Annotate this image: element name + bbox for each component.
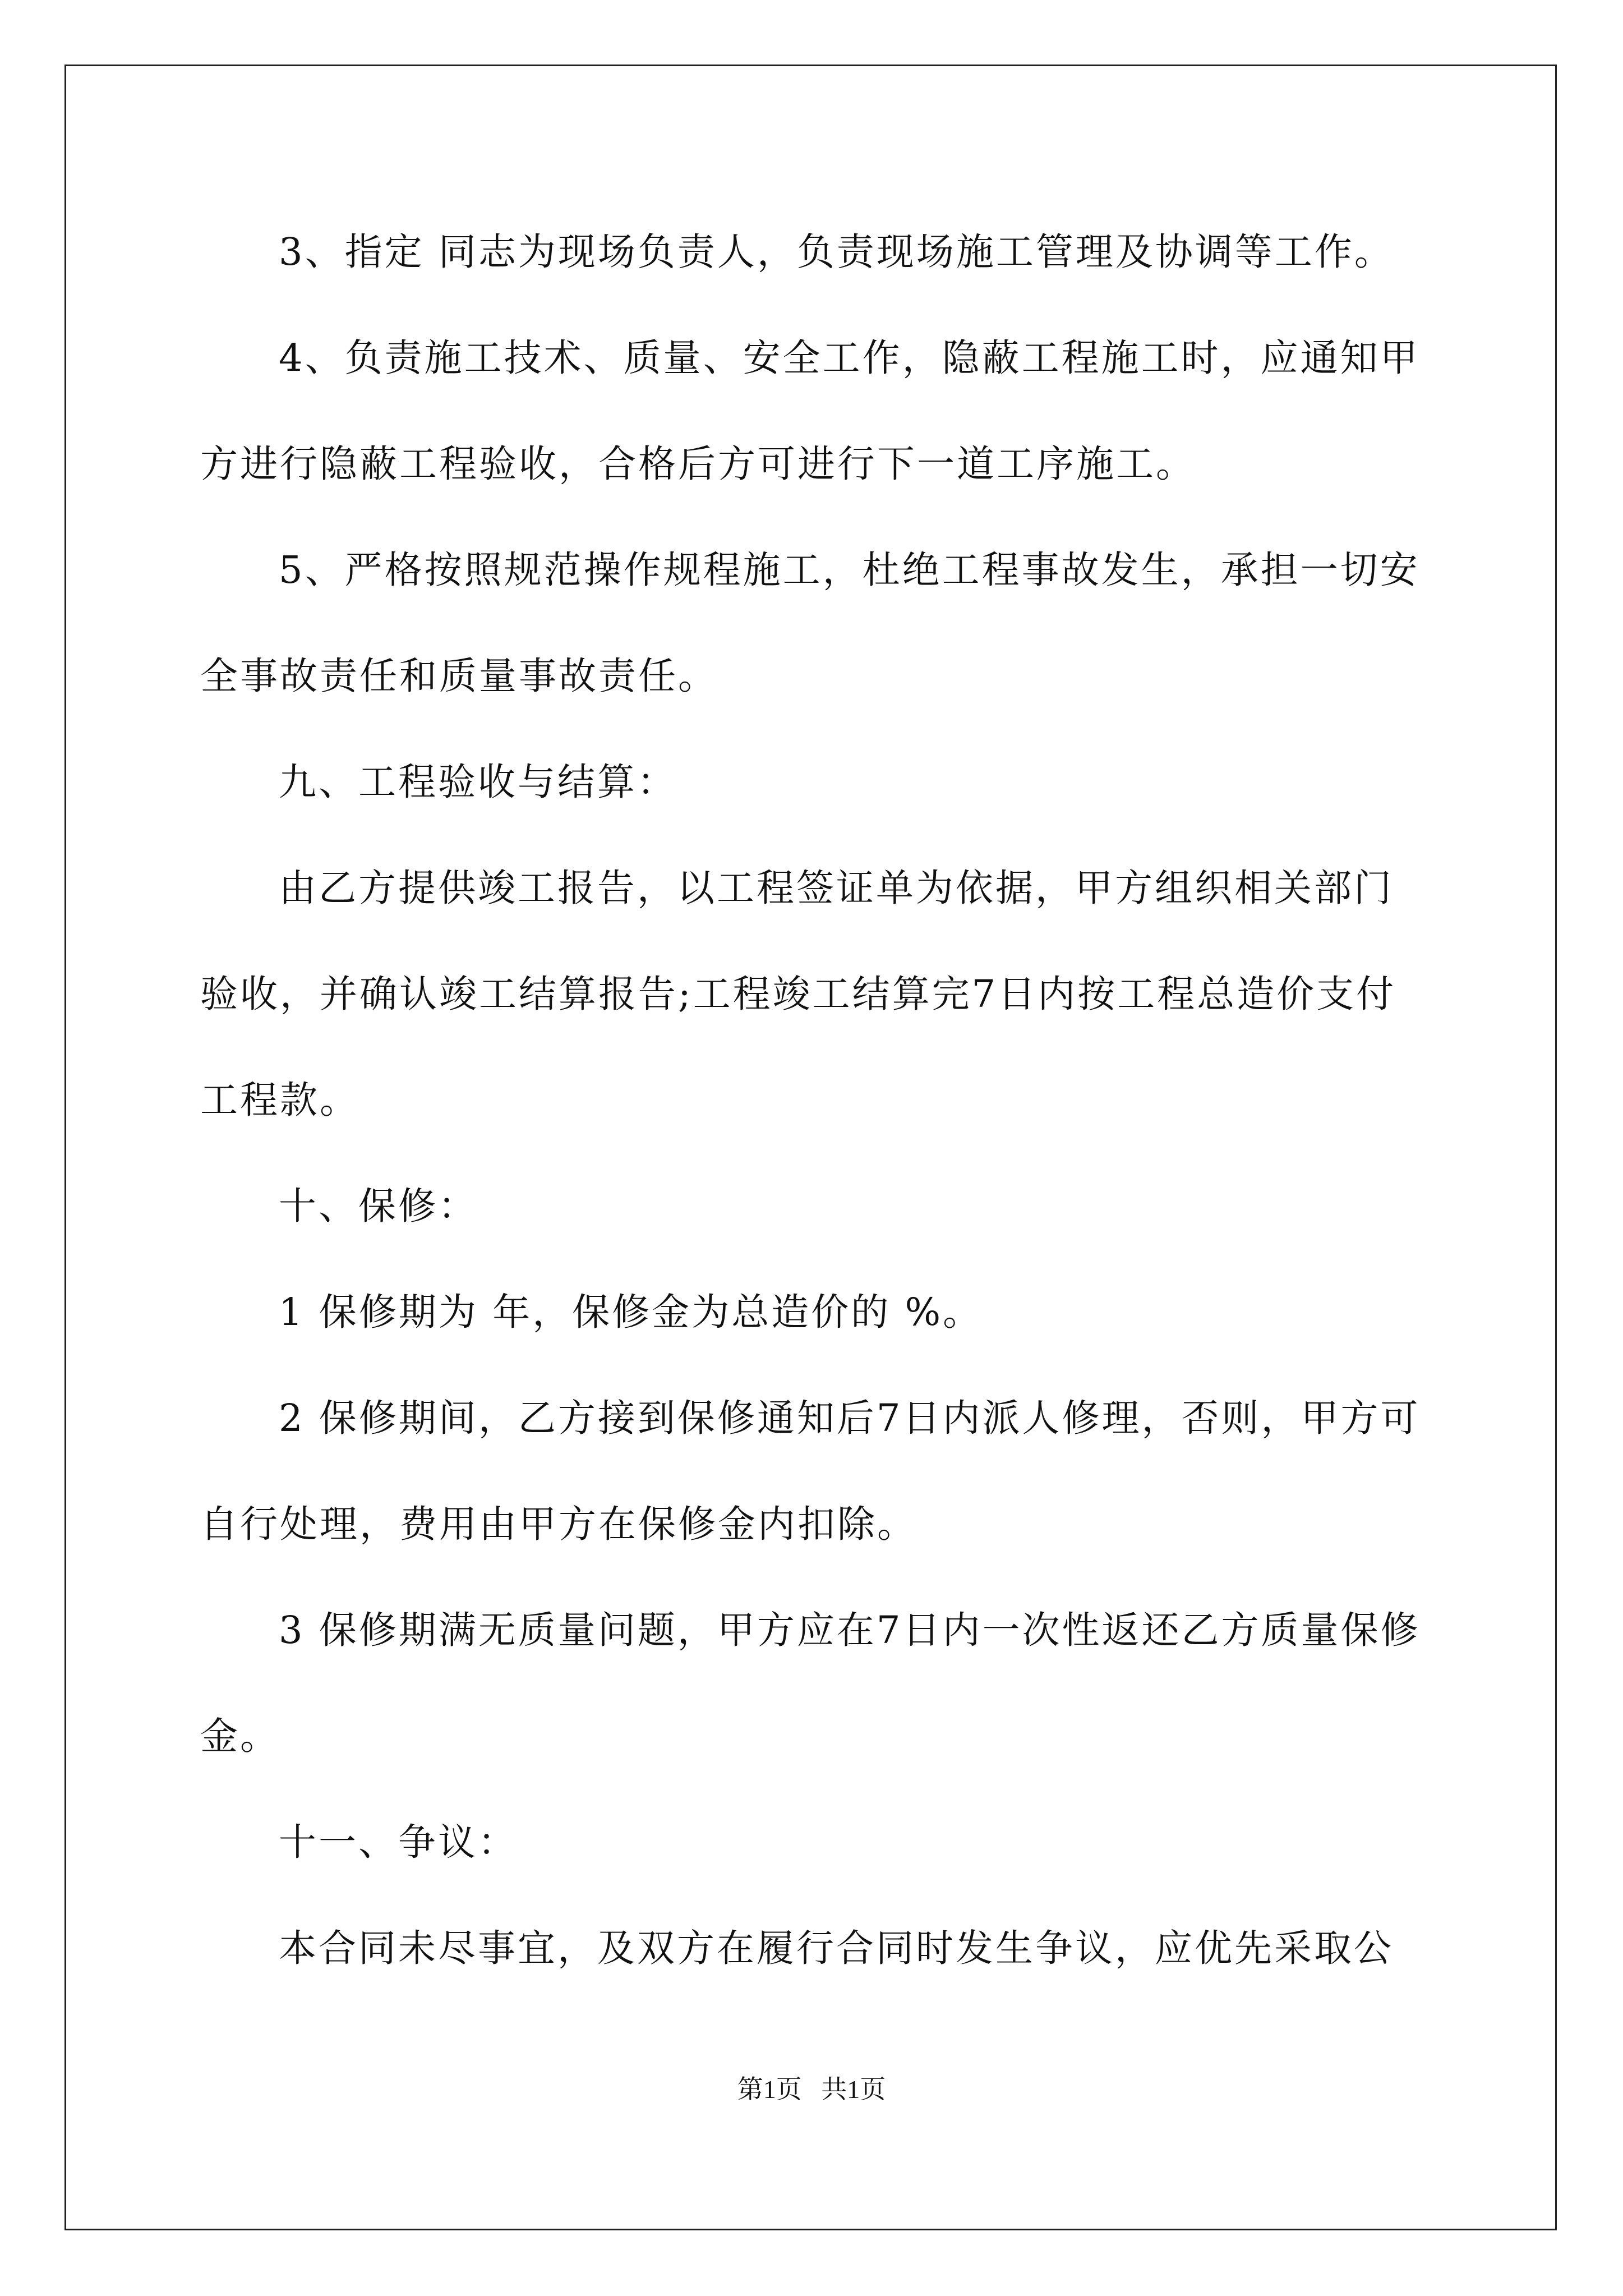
paragraph-dispute: 本合同未尽事宜，及双方在履行合同时发生争议，应优先采取公 <box>279 1926 1394 1970</box>
section-heading-dispute: 十一、争议： <box>279 1820 518 1864</box>
page-number-current: 第1页 <box>737 2075 802 2104</box>
section-heading-warranty: 十、保修： <box>279 1184 478 1228</box>
page-number-total: 共1页 <box>821 2075 886 2104</box>
section-heading-acceptance: 九、工程验收与结算： <box>279 760 677 804</box>
paragraph-warranty-3: 3 保修期满无质量问题，甲方应在7日内一次性返还乙方质量保修金。 <box>200 1608 1421 1758</box>
paragraph-acceptance: 由乙方提供竣工报告，以工程签证单为依据，甲方组织相关部门验收，并确认竣工结算报告;工程竣工结算完7日内按工程总造价支付工程款。 <box>200 866 1396 1122</box>
page-footer <box>0 2069 1623 2106</box>
paragraph-warranty-1: 1 保修期为 年，保修金为总造价的 %。 <box>279 1290 983 1334</box>
document-body <box>200 199 1428 2001</box>
paragraph-clause-4: 4、负责施工技术、质量、安全工作，隐蔽工程施工时，应通知甲方进行隐蔽工程验收，合格后方可进行下一道工序施工。 <box>200 336 1420 486</box>
paragraph-warranty-2: 2 保修期间，乙方接到保修通知后7日内派人修理，否则，甲方可自行处理，费用由甲方在保修金内扣除。 <box>200 1396 1421 1546</box>
paragraph-clause-5: 5、严格按照规范操作规程施工，杜绝工程事故发生，承担一切安全事故责任和质量事故责任。 <box>200 548 1420 698</box>
paragraph-clause-3: 3、指定 同志为现场负责人，负责现场施工管理及协调等工作。 <box>279 230 1394 274</box>
